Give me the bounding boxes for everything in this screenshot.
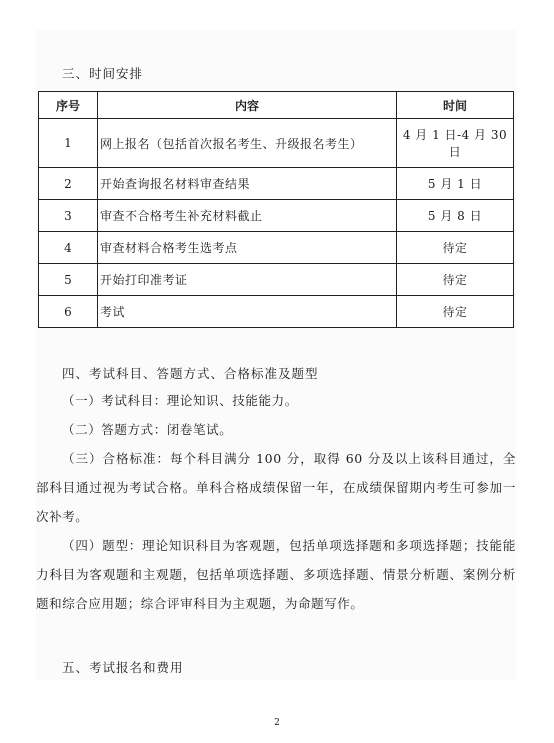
paragraph-pass-standard: （三）合格标准：每个科目满分 100 分，取得 60 分及以上该科目通过，全部科目通过视为考试合格。单科合格成绩保留一年，在成绩保留期内考生可参加一次补考。 <box>36 451 516 524</box>
row-content: 审查不合格考生补充材料截止 <box>98 200 397 232</box>
paragraph-question-types: （四）题型：理论知识科目为客观题，包括单项选择题和多项选择题；技能能力科目为客观题和主观题，包括单项选择题、多项选择题、情景分析题、案例分析题和综合应用题；综合评审科目为主观题，为命题写作。 <box>36 538 516 611</box>
table-row <box>39 200 514 232</box>
row-content: 考试 <box>98 296 397 328</box>
body-text <box>36 386 516 618</box>
row-no: 4 <box>39 232 98 264</box>
row-content: 审查材料合格考生选考点 <box>98 232 397 264</box>
table-row <box>39 119 514 168</box>
header-content: 内容 <box>98 92 397 119</box>
section-heading-registration: 五、考试报名和费用 <box>62 660 184 675</box>
row-time: 待定 <box>397 296 514 328</box>
row-content: 开始查询报名材料审查结果 <box>98 168 397 200</box>
section-heading-exam-subjects: 四、考试科目、答题方式、合格标准及题型 <box>62 366 319 381</box>
table-header-row <box>39 92 514 119</box>
row-time: 待定 <box>397 264 514 296</box>
row-time: 5 月 8 日 <box>397 200 514 232</box>
table-row <box>39 168 514 200</box>
row-time: 5 月 1 日 <box>397 168 514 200</box>
table-row <box>39 264 514 296</box>
row-content: 开始打印准考证 <box>98 264 397 296</box>
row-no: 6 <box>39 296 98 328</box>
row-no: 1 <box>39 119 98 168</box>
row-no: 3 <box>39 200 98 232</box>
section-heading-schedule: 三、时间安排 <box>62 66 144 81</box>
schedule-table <box>38 91 514 328</box>
paragraph-subjects: （一）考试科目：理论知识、技能能力。 <box>62 393 298 408</box>
row-no: 5 <box>39 264 98 296</box>
row-content: 网上报名（包括首次报名考生、升级报名考生） <box>98 119 397 168</box>
table-row <box>39 232 514 264</box>
paragraph-answer-method: （二）答题方式：闭卷笔试。 <box>62 422 233 437</box>
header-time: 时间 <box>397 92 514 119</box>
row-time: 待定 <box>397 232 514 264</box>
table-row <box>39 296 514 328</box>
row-no: 2 <box>39 168 98 200</box>
row-time: 4 月 1 日-4 月 30 日 <box>397 119 514 168</box>
page-number: 2 <box>274 718 280 728</box>
header-no: 序号 <box>39 92 98 119</box>
